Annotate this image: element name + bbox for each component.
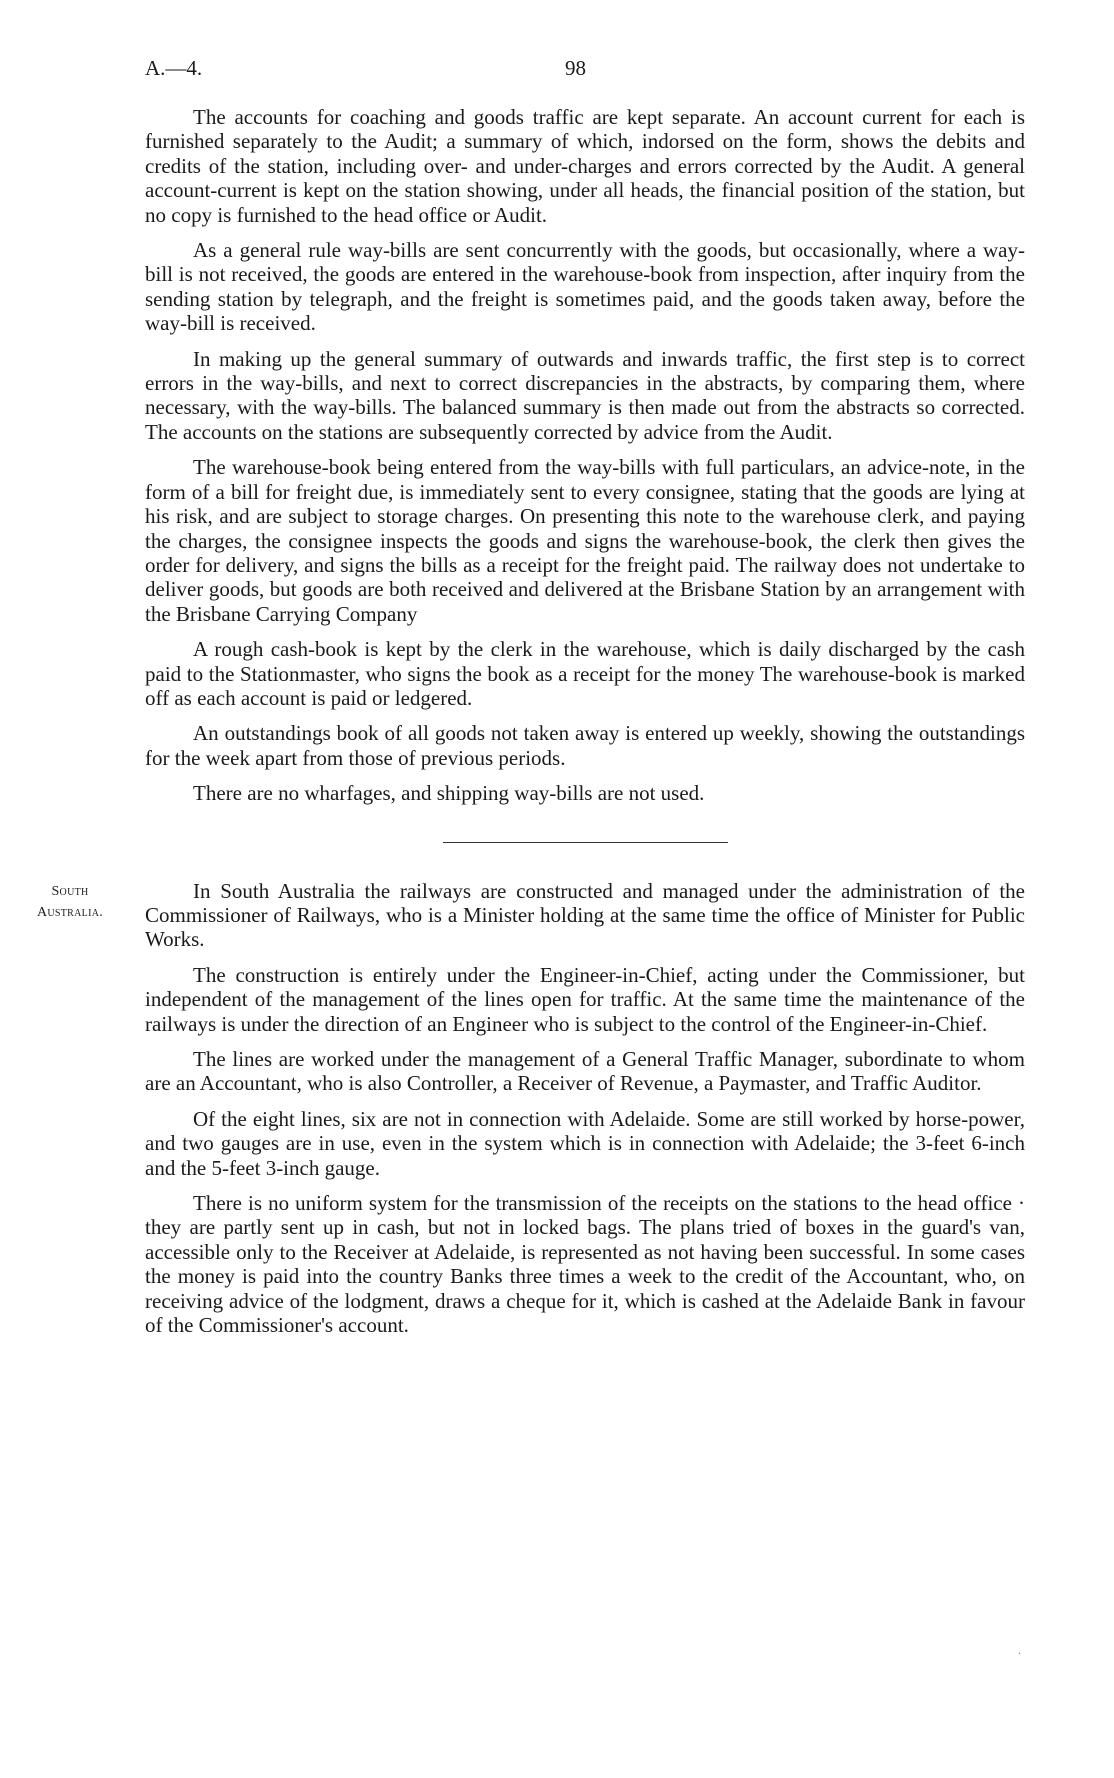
paragraph: An outstandings book of all goods not taken away is entered up weekly, showing the outstandings for the week apart from those of previous periods.: [145, 721, 1025, 770]
page-header: [145, 56, 1025, 86]
side-note-line: Australia.: [36, 904, 104, 920]
section-divider: [443, 842, 728, 843]
paragraph: The accounts for coaching and goods traffic are kept separate. An account current for each is furnished separately to the Audit; a summary of which, indorsed on the form, shows the debits and credits of the station, including over- and under-charges and errors corrected by the Audit. A general account-current is kept on the station showing, under all heads, the financial position of the station, but no copy is furnished to the head office or Audit.: [145, 105, 1025, 227]
paragraph: In making up the general summary of outwards and inwards traffic, the first step is to correct errors in the way-bills, and next to correct discrepancies in the abstracts, by comparing them, where necessary, with the way-bills. The balanced summary is then made out from the abstracts so corrected. The accounts on the stations are subsequently corrected by advice from the Audit.: [145, 346, 1025, 444]
paragraph: The warehouse-book being entered from the way-bills with full particulars, an advice-note, in the form of a bill for freight due, is immediately sent to every consignee, stating that the goods are lying at his risk, and are subject to storage charges. On presenting this note to the warehouse clerk, and paying the charges, the consignee inspects the goods and signs the warehouse-book, the clerk then gives the order for delivery, and signs the bills as a receipt for the freight paid. The railway does not undertake to deliver goods, but goods are both received and delivered at the Brisbane Station by an arrangement with the Brisbane Carrying Company: [145, 455, 1025, 626]
paragraph: There is no uniform system for the transmission of the receipts on the stations to the head office · they are partly sent up in cash, but not in locked bags. The plans tried of boxes in the guard's van, accessible only to the Receiver at Adelaide, is represented as not having been successful. In some cases the money is paid into the country Banks three times a week to the credit of the Accountant, who, on receiving advice of the lodgment, draws a cheque for it, which is cashed at the Adelaide Bank in favour of the Commissioner's account.: [145, 1191, 1025, 1338]
paragraph: A rough cash-book is kept by the clerk in the warehouse, which is daily discharged by the cash paid to the Stationmaster, who signs the book as a receipt for the money The warehouse-book is marked off as each account is paid or ledgered.: [145, 637, 1025, 710]
side-note-line: South: [51, 883, 89, 899]
paragraph: The lines are worked under the management of a General Traffic Manager, subordinate to whom are an Accountant, who is also Controller, a Receiver of Revenue, a Paymaster, and Traffic Auditor.: [145, 1047, 1025, 1096]
section-south-australia: [36, 878, 1025, 1338]
margin-mark: .: [1018, 1643, 1021, 1657]
paragraph: In South Australia the railways are constructed and managed under the administration of the Commissioner of Railways, who is a Minister holding at the same time the office of Minister for Public Works.: [145, 878, 1025, 952]
body-column: [36, 105, 1025, 1348]
paragraph: The construction is entirely under the Engineer-in-Chief, acting under the Commissioner, but independent of the management of the lines open for traffic. At the same time the maintenance of the railways is under the direction of an Engineer who is subject to the control of the Engineer-in-Chief.: [145, 962, 1025, 1036]
paragraph: Of the eight lines, six are not in connection with Adelaide. Some are still worked by horse-power, and two gauges are in use, even in the system which is in connection with Adelaide; the 3-feet 6-inch and the 5-feet 3-inch gauge.: [145, 1106, 1025, 1180]
page-number: 98: [565, 56, 586, 80]
side-note-heading: [0, 881, 140, 923]
paragraph: There are no wharfages, and shipping way-bills are not used.: [193, 781, 705, 806]
paragraph: As a general rule way-bills are sent concurrently with the goods, but occasionally, where a way-bill is not received, the goods are entered in the warehouse-book from inspection, after inquiry from the sending station by telegraph, and the freight is sometimes paid, and the goods taken away, before the way-bill is received.: [145, 238, 1025, 336]
section-queensland-accounts: [145, 105, 1025, 806]
document-reference: A.—4.: [145, 56, 203, 80]
